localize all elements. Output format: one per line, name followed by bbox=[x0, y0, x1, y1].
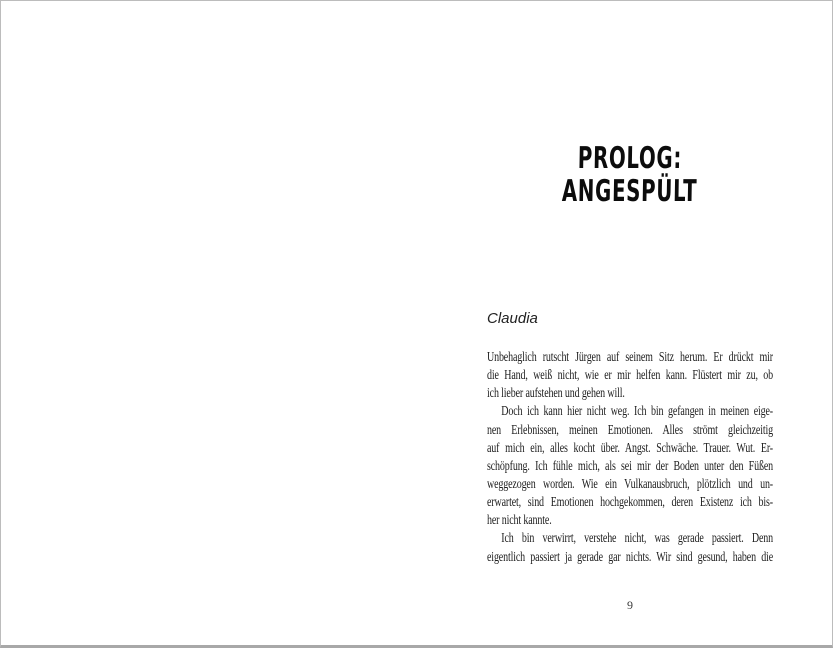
text-line: Doch ich kann hier nicht weg. Ich bin gefangen in meinen eige- bbox=[501, 404, 773, 420]
chapter-heading-line1-text: PROLOG: bbox=[577, 141, 683, 176]
narrator-name: Claudia bbox=[487, 310, 538, 327]
text-line: nen Erlebnissen, meinen Emotionen. Alles strömt gleichzeitig bbox=[487, 422, 773, 438]
text-line: Unbehaglich rutscht Jürgen auf seinem Sitz herum. Er drückt mir bbox=[487, 350, 773, 365]
text-line: schöpfung. Ich fühle mich, als sei mir der Boden unter den Füßen bbox=[487, 458, 773, 474]
page-number: 9 bbox=[627, 598, 633, 612]
text-line: ich lieber aufstehen und gehen will. bbox=[487, 386, 625, 402]
chapter-heading-line1 bbox=[487, 142, 773, 175]
page-left-blank bbox=[1, 1, 417, 645]
body-text bbox=[487, 349, 773, 567]
text-line: her nicht kannte. bbox=[487, 513, 552, 529]
text-line: auf mich ein, alles kocht über. Angst. Schwäche. Trauer. Wut. Er- bbox=[487, 440, 773, 456]
text-line: die Hand, weiß nicht, wie er mir helfen kann. Flüstert mir zu, ob bbox=[487, 368, 773, 384]
text-line: erwartet, sind Emotionen hochgekommen, deren Existenz ich bis- bbox=[487, 495, 773, 511]
text-line: Ich bin verwirrt, verstehe nicht, was gerade passiert. Denn bbox=[501, 531, 773, 547]
page-right bbox=[417, 1, 833, 645]
chapter-heading-line2-text: ANGESPÜLT bbox=[562, 174, 698, 209]
chapter-heading-line2 bbox=[487, 175, 773, 208]
chapter-heading bbox=[487, 142, 773, 208]
text-line: weggezogen worden. Wie ein Vulkanausbruch, plötzlich und un- bbox=[487, 476, 773, 492]
text-line: eigentlich passiert ja gerade gar nichts. Wir sind gesund, haben die bbox=[487, 549, 773, 565]
text-column bbox=[487, 1, 773, 645]
